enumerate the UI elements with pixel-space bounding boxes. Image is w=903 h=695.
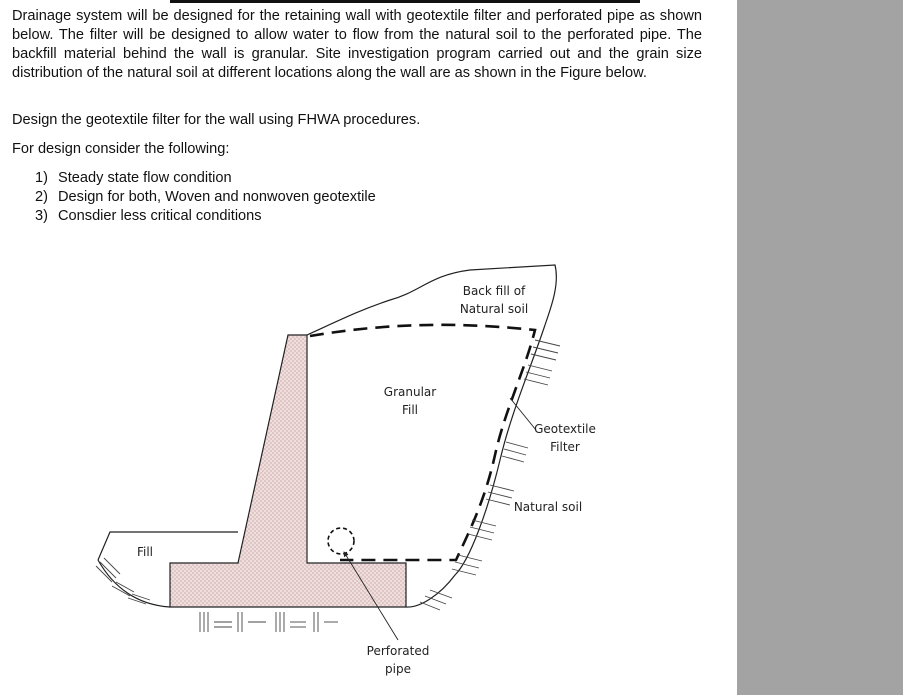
perforated-pipe-label-2: pipe	[385, 662, 411, 676]
toe-fill-line	[98, 532, 238, 560]
geotextile-label: Geotextile	[534, 422, 596, 436]
geotextile-label-2: Filter	[550, 440, 580, 454]
design-instruction: Design the geotextile filter for the wall using FHWA procedures.	[12, 112, 421, 128]
perforated-pipe-label: Perforated	[366, 644, 430, 658]
backfill-label-2: Natural soil	[459, 302, 529, 316]
fill-label: Fill	[136, 545, 154, 559]
list-item: 2) Design for both, Woven and nonwoven geotextile	[35, 189, 376, 205]
considerations-intro: For design consider the following:	[12, 141, 230, 157]
perforated-pipe	[328, 528, 354, 554]
soil-hatching-base	[200, 612, 338, 632]
soil-hatching-left	[96, 558, 150, 604]
retaining-wall	[170, 335, 406, 607]
granular-fill-label: Granular	[383, 385, 437, 399]
problem-paragraph: Drainage system will be designed for the retaining wall with geotextile filter and perforated pipe as shown below. The filter will be designed to allow water to flow from the natural soil to the perforated pipe. The backfill material behind the wall is granular. Site investigation program carried out and the grain size distribution of the natural soil at different locations along the wall are as shown in the Figure below.	[12, 8, 702, 81]
backfill-label: Back fill of	[462, 284, 526, 298]
list-item: 3) Consdier less critical conditions	[35, 208, 262, 224]
list-item: 1) Steady state flow condition	[35, 170, 232, 186]
viewer-gutter	[737, 0, 903, 695]
geotextile-filter	[310, 325, 535, 560]
granular-fill-label-2: Fill	[401, 403, 419, 417]
natural-soil-label: Natural soil	[513, 500, 583, 514]
